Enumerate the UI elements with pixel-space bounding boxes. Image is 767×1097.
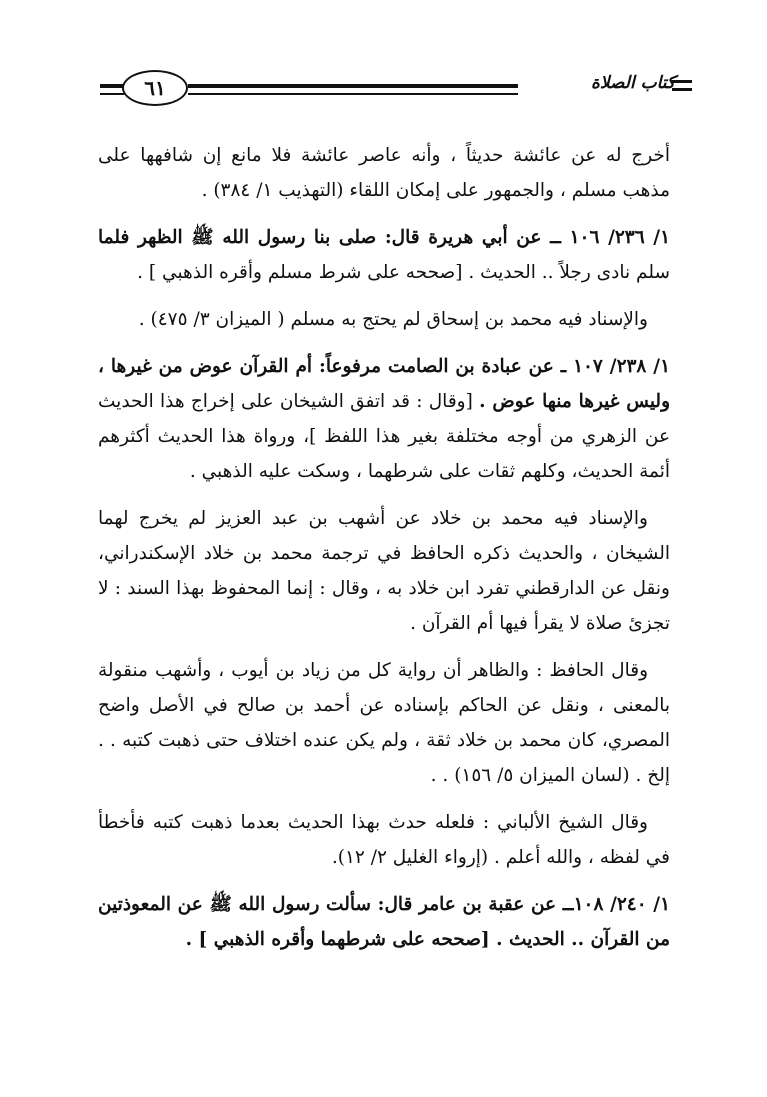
paragraph-text: والإسناد فيه محمد بن خلاد عن أشهب بن عبد العزيز لم يخرج لهما الشيخان ، والحديث ذكره الحافظ في ترجمة محمد بن خلاد الإسكندراني، ونقل عن الدارقطني تفرد ابن خلاد به ، وقال : إنما المحفوظ بهذا السند : لا تجزئ صلاة لا يقرأ فيها أم القرآن .: [98, 508, 670, 634]
paragraph-text: [وقال : قد اتفق الشيخان على إخراج هذا الحديث عن الزهري من أوجه مختلفة بغير هذا اللفظ ]، ورواة هذا الحديث أكثرهم أئمة الحديث، وكلهم ثقات على شرطهما ، وسكت عليه الذهبي .: [98, 391, 670, 482]
header-rule-long-bottom: [188, 93, 518, 95]
paragraph: [98, 653, 670, 793]
paragraph: [98, 501, 670, 641]
header-rule-right-bottom: [672, 88, 692, 91]
paragraph: [98, 887, 670, 957]
hadith-heading: ١/ ٢٤٠/ ١٠٨ــ عن عقبة بن عامر قال: سألت رسول الله ﷺ عن المعوذتين من القرآن .. الحديث . [صححه على شرطهما وأقره الذهبي ] .: [98, 894, 670, 950]
page-body: [98, 138, 670, 1078]
paragraph: [98, 349, 670, 489]
paragraph-text: سلم نادى رجلاً .. الحديث . [صححه على شرط مسلم وأقره الذهبي ] .: [137, 262, 670, 283]
paragraph-text: وقال الحافظ : والظاهر أن رواية كل من زياد بن أيوب ، وأشهب منقولة بالمعنى ، ونقل عن الحاكم بإسناده عن أحمد بن صالح في الأصل واضح المصري، كان محمد بن خلاد ثقة ، ولم يكن عنده اختلاف حتى ذهبت كتبه . . إلخ . (لسان الميزان ٥/ ١٥٦) . .: [98, 660, 670, 786]
book-title: كتاب الصلاة: [590, 73, 675, 93]
page-number: ٦١: [122, 70, 188, 106]
header-rule-long-top: [188, 84, 518, 88]
hadith-heading: ١/ ٢٣٨/ ١٠٧ ـ عن عبادة بن الصامت مرفوعاً: أم القرآن عوض من غيرها ، وليس غيرها منها عوض .: [98, 356, 671, 412]
paragraph-text: أخرج له عن عائشة حديثاً ، وأنه عاصر عائشة فلا مانع إن شافهها على مذهب مسلم ، والجمهور على إمكان اللقاء (التهذيب ١/ ٣٨٤) .: [98, 145, 670, 201]
header-rule-right-top: [672, 80, 692, 83]
paragraph: [98, 138, 670, 208]
paragraph: [98, 805, 670, 875]
header-rule-left-top: [100, 84, 124, 88]
hadith-heading: ١/ ٢٣٦/ ١٠٦ ــ عن أبي هريرة قال: صلى بنا رسول الله ﷺ الظهر فلما: [98, 227, 670, 248]
paragraph-text: والإسناد فيه محمد بن إسحاق لم يحتج به مسلم ( الميزان ٣/ ٤٧٥) .: [138, 309, 648, 330]
paragraph: [98, 302, 670, 337]
paragraph-text: وقال الشيخ الألباني : فلعله حدث بهذا الحديث بعدما ذهبت كتبه فأخطأ في لفظه ، والله أعلم . (إرواء الغليل ٢/ ١٢).: [98, 812, 670, 868]
header-rule-left-bottom: [100, 93, 124, 95]
paragraph: [98, 220, 670, 290]
page-header: [0, 0, 767, 120]
